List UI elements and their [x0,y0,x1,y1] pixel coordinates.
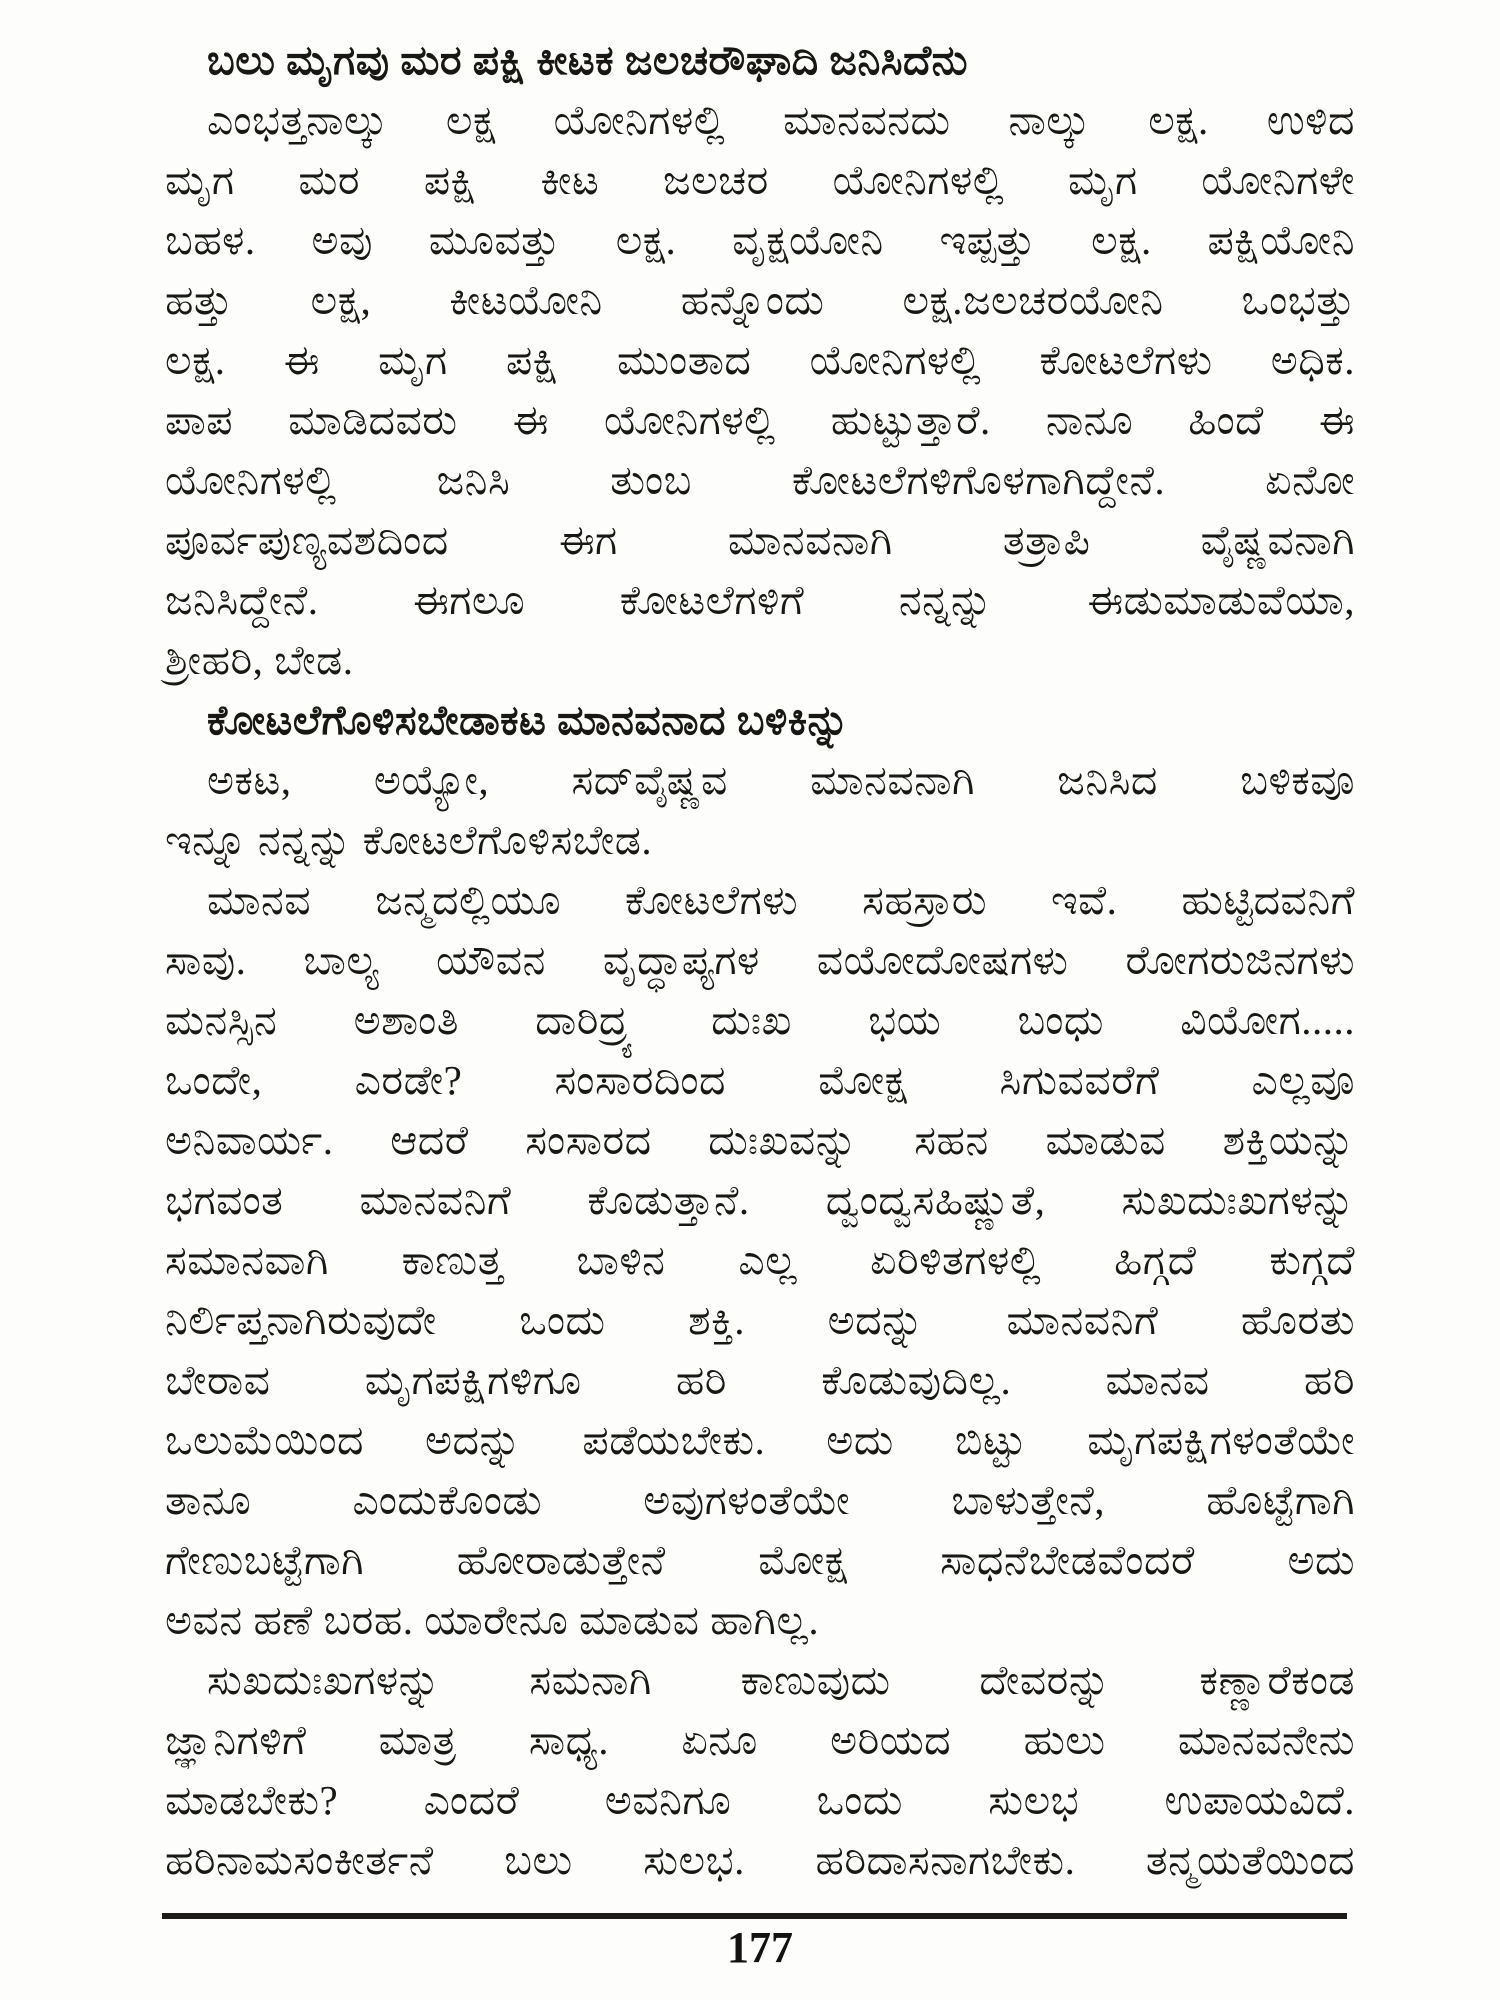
song-heading-2: ಕೋಟಲೆಗೊಳಿಸಬೇಡಾಕಟ ಮಾನವನಾದ ಬಳಿಕಿನ್ನು [207,697,850,743]
page-number: 177 [727,1923,793,1972]
text-line: ಹತ್ತು ಲಕ್ಷ, ಕೀಟಯೋನಿ ಹನ್ನೊಂದು ಲಕ್ಷ.ಜಲಚರಯೋನಿ ಒಂಭತ್ತು [165,277,1355,323]
text-column [165,30,1355,1890]
text-line: ಅವನ ಹಣೆ ಬರಹ. ಯಾರೇನೂ ಮಾಡುವ ಹಾಗಿಲ್ಲ. [165,1597,820,1643]
text-line: ಜ್ಞಾನಿಗಳಿಗೆ ಮಾತ್ರ ಸಾಧ್ಯ. ಏನೂ ಅರಿಯದ ಹುಲು ಮಾನವನೇನು [165,1717,1355,1763]
text-line: ಸಾವು. ಬಾಲ್ಯ ಯೌವನ ವೃದ್ಧಾಪ್ಯಗಳ ವಯೋದೋಷಗಳು ರೋಗರುಜಿನಗಳು [165,937,1355,983]
text-line: ಪೂರ್ವಪುಣ್ಯವಶದಿಂದ ಈಗ ಮಾನವನಾಗಿ ತತ್ರಾಪಿ ವೈಷ್ಣವನಾಗಿ [165,517,1355,563]
text-line: ಗೇಣುಬಟ್ಟೆಗಾಗಿ ಹೋರಾಡುತ್ತೇನೆ ಮೋಕ್ಷ ಸಾಧನೆಬೇಡವೆಂದರೆ ಅದು [165,1537,1355,1583]
paragraph-4 [165,1650,1355,1890]
paragraph-1 [165,90,1355,690]
footer-rule [162,1913,1347,1919]
text-line: ಅಕಟ, ಅಯ್ಯೋ, ಸದ್‌ವೈಷ್ಣವ ಮಾನವನಾಗಿ ಜನಿಸಿದ ಬಳಿಕವೂ [207,757,1355,803]
text-line: ಯೋನಿಗಳಲ್ಲಿ ಜನಿಸಿ ತುಂಬ ಕೋಟಲೆಗಳಿಗೊಳಗಾಗಿದ್ದೇನೆ. ಏನೋ [165,457,1355,503]
text-line: ಇನ್ನೂ ನನ್ನನ್ನು ಕೋಟಲೆಗೊಳಿಸಬೇಡ. [165,817,653,863]
text-line: ಒಂದೇ, ಎರಡೇ? ಸಂಸಾರದಿಂದ ಮೋಕ್ಷ ಸಿಗುವವರೆಗೆ ಎಲ್ಲವೂ [165,1057,1355,1103]
text-line: ಭಗವಂತ ಮಾನವನಿಗೆ ಕೊಡುತ್ತಾನೆ. ದ್ವಂದ್ವಸಹಿಷ್ಣುತೆ, ಸುಖದುಃಖಗಳನ್ನು [165,1177,1355,1223]
text-line: ಬಹಳ. ಅವು ಮೂವತ್ತು ಲಕ್ಷ. ವೃಕ್ಷಯೋನಿ ಇಪ್ಪತ್ತು ಲಕ್ಷ. ಪಕ್ಷಿಯೋನಿ [165,217,1355,263]
text-line: ಬೇರಾವ ಮೃಗಪಕ್ಷಿಗಳಿಗೂ ಹರಿ ಕೊಡುವುದಿಲ್ಲ. ಮಾನವ ಹರಿ [165,1357,1355,1403]
text-line: ಮಾಡಬೇಕು? ಎಂದರೆ ಅವನಿಗೂ ಒಂದು ಸುಲಭ ಉಪಾಯವಿದೆ. [165,1777,1355,1823]
text-line: ಸುಖದುಃಖಗಳನ್ನು ಸಮನಾಗಿ ಕಾಣುವುದು ದೇವರನ್ನು ಕಣ್ಣಾರೆಕಂಡ [207,1657,1355,1703]
text-line: ಲಕ್ಷ. ಈ ಮೃಗ ಪಕ್ಷಿ ಮುಂತಾದ ಯೋನಿಗಳಲ್ಲಿ ಕೋಟಲೆಗಳು ಅಧಿಕ. [165,337,1355,383]
song-heading-1: ಬಲು ಮೃಗವು ಮರ ಪಕ್ಷಿ ಕೀಟಕ ಜಲಚರೌಘಾದಿ ಜನಿಸಿದೆನು [207,37,968,83]
text-line: ಜನಿಸಿದ್ದೇನೆ. ಈಗಲೂ ಕೋಟಲೆಗಳಿಗೆ ನನ್ನನ್ನು ಈಡುಮಾಡುವೆಯಾ, [165,577,1355,623]
text-line: ಮಾನವ ಜನ್ಮದಲ್ಲಿಯೂ ಕೋಟಲೆಗಳು ಸಹಸ್ರಾರು ಇವೆ. ಹುಟ್ಟಿದವನಿಗೆ [207,877,1355,923]
paragraph-2 [165,750,1355,870]
text-line: ಸಮಾನವಾಗಿ ಕಾಣುತ್ತ ಬಾಳಿನ ಎಲ್ಲ ಏರಿಳಿತಗಳಲ್ಲಿ ಹಿಗ್ಗದೆ ಕುಗ್ಗದೆ [165,1237,1355,1283]
text-line: ನಿರ್ಲಿಪ್ತನಾಗಿರುವುದೇ ಒಂದು ಶಕ್ತಿ. ಅದನ್ನು ಮಾನವನಿಗೆ ಹೊರತು [165,1297,1355,1343]
text-line: ಶ್ರೀಹರಿ, ಬೇಡ. [165,637,354,683]
text-line: ಅನಿವಾರ್ಯ. ಆದರೆ ಸಂಸಾರದ ದುಃಖವನ್ನು ಸಹನ ಮಾಡುವ ಶಕ್ತಿಯನ್ನು [165,1117,1355,1163]
text-line: ಮೃಗ ಮರ ಪಕ್ಷಿ ಕೀಟ ಜಲಚರ ಯೋನಿಗಳಲ್ಲಿ ಮೃಗ ಯೋನಿಗಳೇ [165,157,1355,203]
text-line: ಹರಿನಾಮಸಂಕೀರ್ತನೆ ಬಲು ಸುಲಭ. ಹರಿದಾಸನಾಗಬೇಕು. ತನ್ಮಯತೆಯಿಂದ [165,1837,1355,1883]
text-line: ಎಂಭತ್ತನಾಲ್ಕು ಲಕ್ಷ ಯೋನಿಗಳಲ್ಲಿ ಮಾನವನದು ನಾಲ್ಕು ಲಕ್ಷ. ಉಳಿದ [207,97,1355,143]
text-line: ತಾನೂ ಎಂದುಕೊಂಡು ಅವುಗಳಂತೆಯೇ ಬಾಳುತ್ತೇನೆ, ಹೊಟ್ಟೆಗಾಗಿ [165,1477,1355,1523]
text-line: ಮನಸ್ಸಿನ ಅಶಾಂತಿ ದಾರಿದ್ರ್ಯ ದುಃಖ ಭಯ ಬಂಧು ವಿಯೋಗ..... [165,997,1355,1043]
paragraph-3 [165,870,1355,1650]
text-line: ಒಲುಮೆಯಿಂದ ಅದನ್ನು ಪಡೆಯಬೇಕು. ಅದು ಬಿಟ್ಟು ಮೃಗಪಕ್ಷಿಗಳಂತೆಯೇ [165,1417,1355,1463]
text-line: ಪಾಪ ಮಾಡಿದವರು ಈ ಯೋನಿಗಳಲ್ಲಿ ಹುಟ್ಟುತ್ತಾರೆ. ನಾನೂ ಹಿಂದೆ ಈ [165,397,1355,443]
